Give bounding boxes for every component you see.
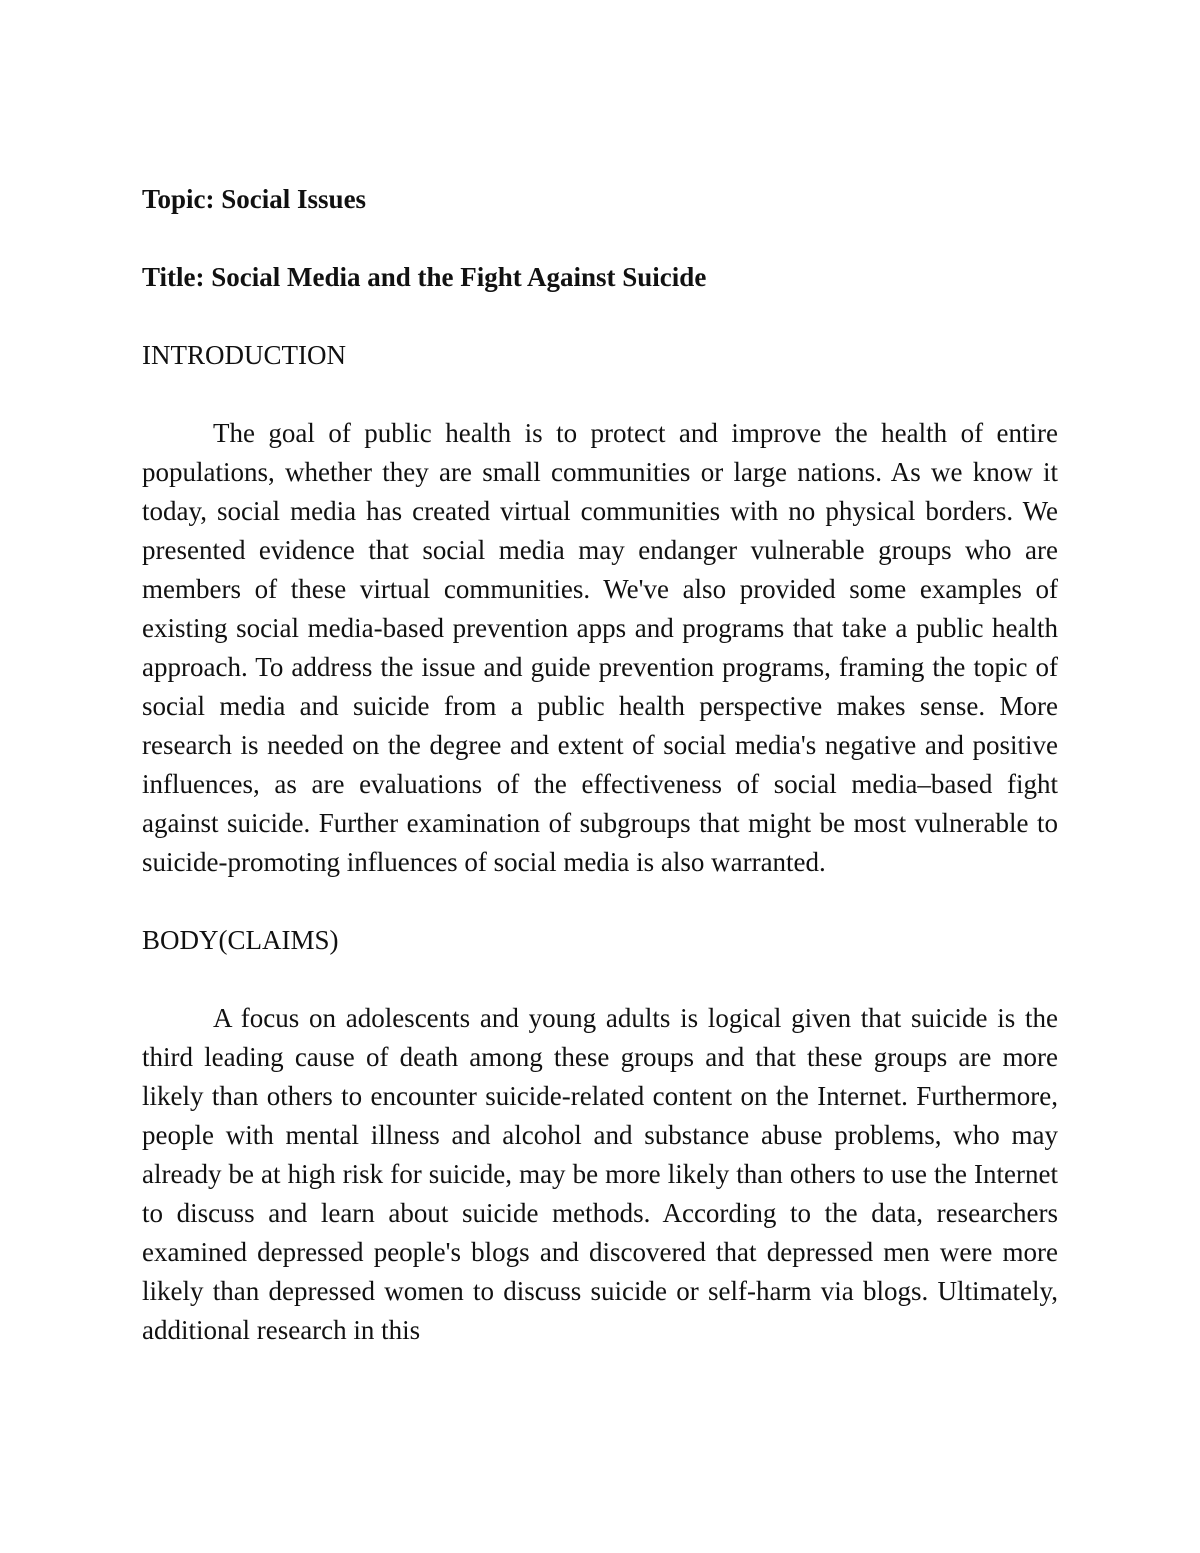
document-title: Title: Social Media and the Fight Against Suicide xyxy=(142,262,707,292)
body-claims-paragraph: A focus on adolescents and young adults is logical given that suicide is the third leading cause of death among these groups and that these groups are more likely than others to encounter suicide-related content on the Internet. Furthermore, people with mental illness and alcohol and substance abuse problems, who may already be at high risk for suicide, may be more likely than others to use the Internet to discuss and learn about suicide methods. According to the data, researchers examined depressed people's blogs and discovered that depressed men were more likely than depressed women to discuss suicide or self-harm via blogs. Ultimately, additional research in this xyxy=(142,1003,1058,1345)
introduction-paragraph: The goal of public health is to protect and improve the health of entire populations, whether they are small communities or large nations. As we know it today, social media has created virtual communities with no physical borders. We presented evidence that social media may endanger vulnerable groups who are members of these virtual communities. We've also provided some examples of existing social media-based prevention apps and programs that take a public health approach. To address the issue and guide prevention programs, framing the topic of social media and suicide from a public health perspective makes sense. More research is needed on the degree and extent of social media's negative and positive influences, as are evaluations of the effectiveness of social media–based fight against suicide. Further examination of subgroups that might be most vulnerable to suicide-promoting influences of social media is also warranted. xyxy=(142,418,1058,877)
section-heading-body-claims: BODY(CLAIMS) xyxy=(142,925,339,955)
document-page xyxy=(142,180,1058,1389)
section-heading-introduction: INTRODUCTION xyxy=(142,340,346,370)
topic-line: Topic: Social Issues xyxy=(142,184,367,214)
